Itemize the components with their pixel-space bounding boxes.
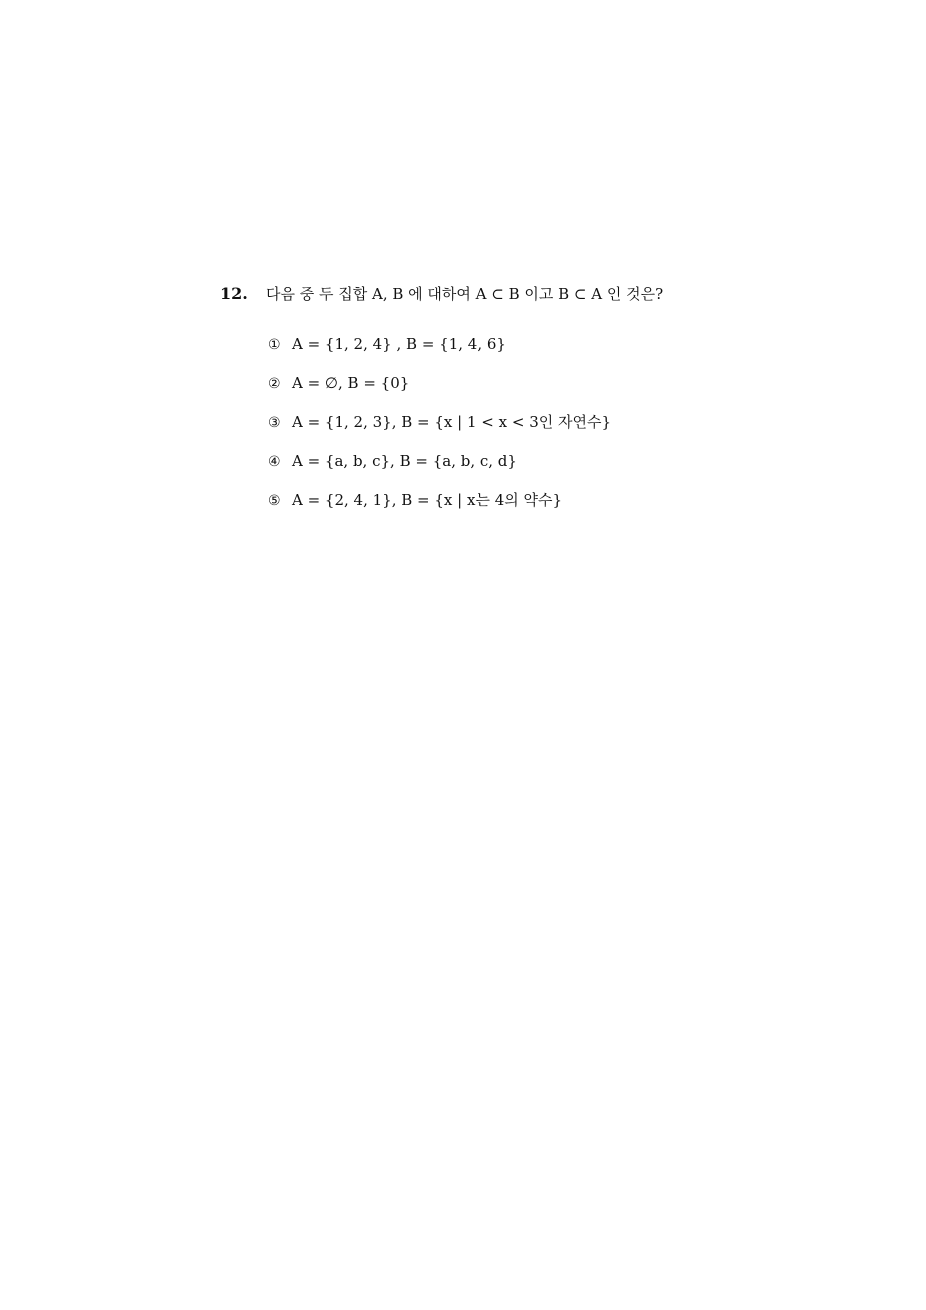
choice-text: A = {1, 2, 3}, B = {x | 1 < x < 3인 자연수} (292, 413, 612, 431)
choice-marker: ④ (268, 454, 281, 470)
choice-4[interactable] (268, 450, 840, 472)
question-header (220, 283, 840, 305)
choice-marker: ① (268, 337, 281, 353)
choice-2[interactable] (268, 372, 840, 394)
choice-text: A = {1, 2, 4} , B = {1, 4, 6} (292, 335, 506, 353)
choice-text: A = {2, 4, 1}, B = {x | x는 4의 약수} (292, 491, 563, 509)
choice-3[interactable] (268, 411, 840, 433)
choice-1[interactable] (268, 333, 840, 355)
choice-marker: ③ (268, 415, 281, 431)
choice-list (268, 333, 840, 511)
choice-marker: ② (268, 376, 281, 392)
choice-marker: ⑤ (268, 493, 281, 509)
question-text: 다음 중 두 집합 A, B 에 대하여 A ⊂ B 이고 B ⊂ A 인 것은? (266, 285, 664, 303)
choice-text: A = {a, b, c}, B = {a, b, c, d} (292, 452, 517, 470)
question-number: 12. (220, 284, 248, 303)
choice-text: A = ∅, B = {0} (292, 374, 410, 392)
question-block (220, 283, 840, 528)
choice-5[interactable] (268, 489, 840, 511)
